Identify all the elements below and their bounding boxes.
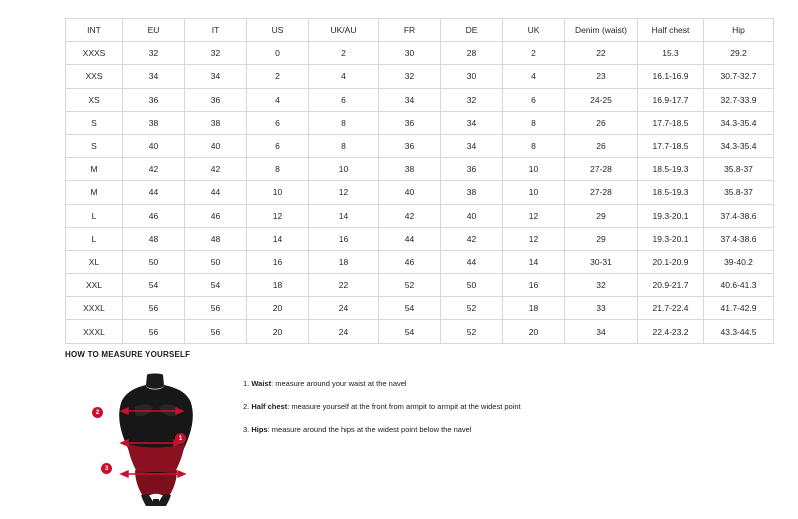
table-row <box>66 111 774 134</box>
cell-fr: 36 <box>379 111 441 134</box>
cell-eu: 46 <box>123 204 185 227</box>
cell-it: 56 <box>185 297 247 320</box>
cell-hip: 32.7-33.9 <box>704 88 774 111</box>
table-row <box>66 134 774 157</box>
table-row <box>66 204 774 227</box>
cell-eu: 40 <box>123 134 185 157</box>
cell-half-chest: 17.7-18.5 <box>638 134 704 157</box>
cell-it: 56 <box>185 320 247 343</box>
instruction-term: Waist <box>251 379 272 388</box>
table-header <box>66 19 774 42</box>
cell-us: 10 <box>247 181 309 204</box>
cell-uk: 12 <box>503 204 565 227</box>
cell-hip: 29.2 <box>704 42 774 65</box>
cell-de: 40 <box>441 204 503 227</box>
cell-uk-au: 2 <box>309 42 379 65</box>
cell-uk: 18 <box>503 297 565 320</box>
cell-uk: 2 <box>503 42 565 65</box>
cell-fr: 36 <box>379 134 441 157</box>
cell-de: 34 <box>441 111 503 134</box>
cell-fr: 54 <box>379 320 441 343</box>
cell-it: 40 <box>185 134 247 157</box>
cell-fr: 34 <box>379 88 441 111</box>
cell-us: 4 <box>247 88 309 111</box>
cell-uk: 10 <box>503 158 565 181</box>
column-header-eu: EU <box>123 19 185 42</box>
cell-fr: 42 <box>379 204 441 227</box>
cell-int: XXL <box>66 274 123 297</box>
cell-us: 0 <box>247 42 309 65</box>
cell-uk: 14 <box>503 250 565 273</box>
cell-it: 44 <box>185 181 247 204</box>
cell-denim-waist: 27-28 <box>565 158 638 181</box>
cell-it: 38 <box>185 111 247 134</box>
size-chart-table-wrapper <box>65 18 757 344</box>
cell-denim-waist: 30-31 <box>565 250 638 273</box>
measure-instructions-list <box>243 371 521 448</box>
table-row <box>66 227 774 250</box>
cell-hip: 30.7-32.7 <box>704 65 774 88</box>
cell-half-chest: 22.4-23.2 <box>638 320 704 343</box>
cell-uk-au: 6 <box>309 88 379 111</box>
cell-int: S <box>66 134 123 157</box>
cell-uk: 12 <box>503 227 565 250</box>
cell-int: S <box>66 111 123 134</box>
cell-fr: 40 <box>379 181 441 204</box>
mannequin-figure <box>91 371 221 506</box>
cell-us: 20 <box>247 297 309 320</box>
cell-uk-au: 12 <box>309 181 379 204</box>
column-header-us: US <box>247 19 309 42</box>
cell-uk-au: 14 <box>309 204 379 227</box>
column-header-half-chest: Half chest <box>638 19 704 42</box>
cell-denim-waist: 32 <box>565 274 638 297</box>
cell-fr: 32 <box>379 65 441 88</box>
cell-hip: 41.7-42.9 <box>704 297 774 320</box>
cell-hip: 43.3-44.5 <box>704 320 774 343</box>
cell-us: 6 <box>247 134 309 157</box>
cell-uk-au: 8 <box>309 111 379 134</box>
cell-half-chest: 19.3-20.1 <box>638 204 704 227</box>
how-to-measure-section <box>65 350 745 506</box>
cell-hip: 34.3-35.4 <box>704 134 774 157</box>
table-row <box>66 65 774 88</box>
cell-uk-au: 4 <box>309 65 379 88</box>
cell-hip: 35.8-37 <box>704 181 774 204</box>
cell-us: 16 <box>247 250 309 273</box>
cell-eu: 44 <box>123 181 185 204</box>
how-to-measure-body <box>65 371 745 506</box>
cell-uk: 6 <box>503 88 565 111</box>
cell-hip: 35.8-37 <box>704 158 774 181</box>
cell-it: 32 <box>185 42 247 65</box>
instruction-text: : measure yourself at the front from armpit to armpit at the widest point <box>287 402 521 412</box>
cell-it: 54 <box>185 274 247 297</box>
instruction-number: 3. <box>243 425 250 435</box>
instruction-text: : measure around the hips at the widest point below the navel <box>267 425 472 435</box>
column-header-uk-au: UK/AU <box>309 19 379 42</box>
cell-uk-au: 24 <box>309 320 379 343</box>
cell-de: 34 <box>441 134 503 157</box>
column-header-int: INT <box>66 19 123 42</box>
cell-uk-au: 16 <box>309 227 379 250</box>
cell-uk-au: 22 <box>309 274 379 297</box>
cell-fr: 46 <box>379 250 441 273</box>
cell-de: 32 <box>441 88 503 111</box>
cell-fr: 30 <box>379 42 441 65</box>
cell-half-chest: 17.7-18.5 <box>638 111 704 134</box>
cell-int: M <box>66 158 123 181</box>
cell-it: 46 <box>185 204 247 227</box>
table-row <box>66 88 774 111</box>
cell-uk-au: 24 <box>309 297 379 320</box>
measure-instruction-half-chest <box>243 402 521 412</box>
cell-us: 20 <box>247 320 309 343</box>
cell-eu: 56 <box>123 320 185 343</box>
cell-half-chest: 21.7-22.4 <box>638 297 704 320</box>
table-row <box>66 158 774 181</box>
cell-half-chest: 16.1-16.9 <box>638 65 704 88</box>
how-to-measure-title: HOW TO MEASURE YOURSELF <box>65 350 191 359</box>
cell-half-chest: 20.1-20.9 <box>638 250 704 273</box>
cell-us: 14 <box>247 227 309 250</box>
cell-eu: 32 <box>123 42 185 65</box>
column-header-denim-waist: Denim (waist) <box>565 19 638 42</box>
cell-int: L <box>66 227 123 250</box>
cell-hip: 39-40.2 <box>704 250 774 273</box>
cell-half-chest: 18.5-19.3 <box>638 181 704 204</box>
cell-eu: 36 <box>123 88 185 111</box>
cell-eu: 48 <box>123 227 185 250</box>
cell-uk: 8 <box>503 111 565 134</box>
cell-uk: 10 <box>503 181 565 204</box>
instruction-term: Half chest <box>251 402 288 412</box>
cell-eu: 54 <box>123 274 185 297</box>
measure-bullet-2: 2 <box>92 407 103 418</box>
cell-de: 52 <box>441 320 503 343</box>
cell-eu: 56 <box>123 297 185 320</box>
cell-denim-waist: 23 <box>565 65 638 88</box>
measure-bullet-3: 3 <box>101 463 112 474</box>
cell-denim-waist: 29 <box>565 227 638 250</box>
cell-it: 34 <box>185 65 247 88</box>
cell-us: 2 <box>247 65 309 88</box>
cell-half-chest: 18.5-19.3 <box>638 158 704 181</box>
cell-de: 44 <box>441 250 503 273</box>
cell-us: 8 <box>247 158 309 181</box>
measure-instruction-waist <box>243 379 521 389</box>
cell-int: L <box>66 204 123 227</box>
cell-denim-waist: 24-25 <box>565 88 638 111</box>
measure-bullet-1: 1 <box>175 433 186 444</box>
cell-eu: 42 <box>123 158 185 181</box>
cell-fr: 52 <box>379 274 441 297</box>
cell-de: 36 <box>441 158 503 181</box>
cell-half-chest: 16.9-17.7 <box>638 88 704 111</box>
instruction-number: 1. <box>243 379 250 388</box>
cell-us: 12 <box>247 204 309 227</box>
column-header-fr: FR <box>379 19 441 42</box>
cell-denim-waist: 26 <box>565 111 638 134</box>
table-row <box>66 274 774 297</box>
cell-eu: 38 <box>123 111 185 134</box>
cell-uk: 4 <box>503 65 565 88</box>
cell-hip: 34.3-35.4 <box>704 111 774 134</box>
cell-uk: 16 <box>503 274 565 297</box>
table-row <box>66 297 774 320</box>
mannequin-illustration-icon <box>91 371 221 506</box>
column-header-it: IT <box>185 19 247 42</box>
table-header-row <box>66 19 774 42</box>
cell-us: 6 <box>247 111 309 134</box>
table-row <box>66 181 774 204</box>
measure-instruction-hips <box>243 425 521 435</box>
cell-denim-waist: 33 <box>565 297 638 320</box>
cell-it: 36 <box>185 88 247 111</box>
cell-int: XXXS <box>66 42 123 65</box>
cell-denim-waist: 34 <box>565 320 638 343</box>
cell-int: M <box>66 181 123 204</box>
cell-half-chest: 19.3-20.1 <box>638 227 704 250</box>
instruction-text: : measure around your waist at the navel <box>271 379 407 388</box>
cell-uk: 8 <box>503 134 565 157</box>
column-header-hip: Hip <box>704 19 774 42</box>
cell-hip: 40.6-41.3 <box>704 274 774 297</box>
cell-denim-waist: 26 <box>565 134 638 157</box>
table-row <box>66 320 774 343</box>
cell-fr: 38 <box>379 158 441 181</box>
cell-it: 48 <box>185 227 247 250</box>
table-row <box>66 250 774 273</box>
cell-fr: 54 <box>379 297 441 320</box>
instruction-term: Hips <box>251 425 268 435</box>
cell-hip: 37.4-38.6 <box>704 227 774 250</box>
cell-int: XS <box>66 88 123 111</box>
cell-uk: 20 <box>503 320 565 343</box>
cell-eu: 50 <box>123 250 185 273</box>
cell-denim-waist: 27-28 <box>565 181 638 204</box>
cell-de: 52 <box>441 297 503 320</box>
cell-int: XXXL <box>66 297 123 320</box>
cell-int: XXS <box>66 65 123 88</box>
column-header-de: DE <box>441 19 503 42</box>
cell-it: 50 <box>185 250 247 273</box>
cell-it: 42 <box>185 158 247 181</box>
cell-uk-au: 8 <box>309 134 379 157</box>
table-row <box>66 42 774 65</box>
cell-us: 18 <box>247 274 309 297</box>
cell-uk-au: 10 <box>309 158 379 181</box>
instruction-number: 2. <box>243 402 250 412</box>
column-header-uk: UK <box>503 19 565 42</box>
cell-half-chest: 20.9-21.7 <box>638 274 704 297</box>
cell-de: 28 <box>441 42 503 65</box>
cell-de: 50 <box>441 274 503 297</box>
cell-de: 30 <box>441 65 503 88</box>
cell-de: 38 <box>441 181 503 204</box>
table-body <box>66 42 774 343</box>
cell-de: 42 <box>441 227 503 250</box>
cell-denim-waist: 22 <box>565 42 638 65</box>
cell-denim-waist: 29 <box>565 204 638 227</box>
cell-uk-au: 18 <box>309 250 379 273</box>
cell-half-chest: 15.3 <box>638 42 704 65</box>
cell-int: XXXL <box>66 320 123 343</box>
cell-int: XL <box>66 250 123 273</box>
cell-eu: 34 <box>123 65 185 88</box>
cell-hip: 37.4-38.6 <box>704 204 774 227</box>
size-chart-table <box>65 18 774 344</box>
cell-fr: 44 <box>379 227 441 250</box>
